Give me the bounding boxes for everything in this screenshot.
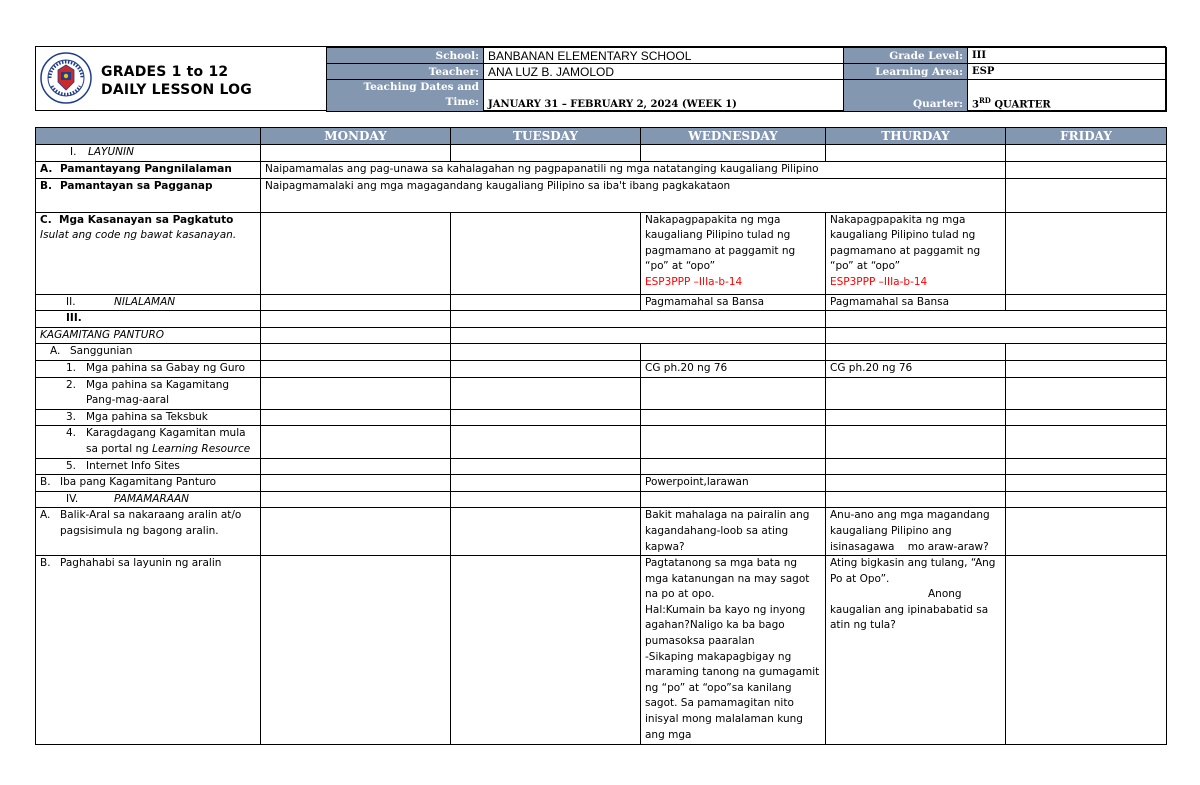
quarter-value bbox=[968, 80, 1167, 112]
cell bbox=[1006, 475, 1167, 492]
row-title-cont: sa portal ng bbox=[86, 442, 153, 455]
row-title: LAYUNIN bbox=[88, 146, 134, 158]
cell bbox=[1006, 508, 1167, 556]
grade-level-label: Grade Level: bbox=[844, 48, 968, 64]
text-line: sagot. Sa pamamagitan nito bbox=[645, 697, 794, 710]
cell bbox=[826, 344, 1006, 361]
row-title: Internet Info Sites bbox=[86, 459, 180, 472]
text-line: na po at opo. bbox=[645, 588, 715, 601]
cell bbox=[641, 377, 826, 409]
cell bbox=[451, 360, 641, 377]
row-title: Iba pang Kagamitang Panturo bbox=[60, 476, 217, 489]
cell bbox=[451, 458, 641, 475]
cell bbox=[451, 556, 641, 745]
cell bbox=[1006, 344, 1167, 361]
balik-aral-wednesday bbox=[641, 508, 826, 556]
row-number: I. bbox=[70, 146, 77, 158]
kasanayan-wednesday bbox=[641, 212, 826, 294]
cell bbox=[261, 409, 451, 426]
row-title-cont: pagsisimula ng bagong aralin. bbox=[60, 524, 219, 537]
text-line: Anu-ano ang mga magandang bbox=[830, 509, 990, 522]
day-header-tuesday: TUESDAY bbox=[451, 128, 641, 145]
row-label-layunin bbox=[36, 145, 261, 162]
text-line: kaugaliang Pilipino tulad ng bbox=[645, 229, 791, 242]
text-line: Ating bigkasin ang tulang, “Ang bbox=[830, 557, 996, 570]
row-label-iba-pang-kagamitan bbox=[36, 475, 261, 492]
text-line: kagandahang-loob sa ating bbox=[645, 524, 789, 537]
teaching-dates-label-line1: Teaching Dates and bbox=[363, 81, 479, 93]
school-value: BANBANAN ELEMENTARY SCHOOL bbox=[484, 48, 844, 64]
row-number: A. bbox=[40, 162, 53, 175]
cell bbox=[261, 556, 451, 745]
text-line: pagmamano at paggamit ng bbox=[830, 244, 981, 257]
row-label-balik-aral bbox=[36, 508, 261, 556]
cell bbox=[826, 327, 1167, 344]
text-line: kapwa? bbox=[645, 540, 685, 553]
row-number: 3. bbox=[66, 410, 77, 423]
cell bbox=[451, 294, 641, 311]
school-label: School: bbox=[327, 48, 484, 64]
text-line: Hal:Kumain ba kayo ng inyong bbox=[645, 603, 806, 616]
row-label-teksbuk bbox=[36, 409, 261, 426]
cell bbox=[261, 491, 451, 508]
table-row bbox=[36, 360, 1167, 377]
text-line: Pagtatanong sa mga bata ng bbox=[645, 557, 798, 570]
paghahabi-thursday bbox=[826, 556, 1006, 745]
table-row bbox=[36, 327, 1167, 344]
row-title: NILALAMAN bbox=[114, 295, 176, 308]
row-number: II. bbox=[66, 295, 76, 308]
row-title-cont-italic: Learning Resource bbox=[152, 442, 251, 455]
lesson-log-table bbox=[35, 127, 1167, 745]
row-label-kagamitang-pang-mag-aaral bbox=[36, 377, 261, 409]
cell bbox=[826, 145, 1006, 162]
cell bbox=[1006, 145, 1167, 162]
doc-title-line1: GRADES 1 to 12 bbox=[101, 64, 229, 80]
text-line: pagmamano at paggamit ng bbox=[645, 244, 796, 257]
cell bbox=[261, 344, 451, 361]
cell bbox=[451, 377, 641, 409]
cell bbox=[1006, 426, 1167, 458]
row-number: C. bbox=[40, 213, 52, 226]
text-line: -Sikaping makapagbigay ng bbox=[645, 650, 792, 663]
learning-area-label: Learning Area: bbox=[844, 64, 968, 80]
text-line: isinasagawa mo araw-araw? bbox=[830, 540, 989, 553]
row-title: Mga pahina sa Kagamitang bbox=[86, 378, 230, 391]
gabay-ng-guro-wednesday: CG ph.20 ng 76 bbox=[641, 360, 826, 377]
row-number: A. bbox=[50, 345, 61, 358]
table-row bbox=[36, 508, 1167, 556]
balik-aral-thursday bbox=[826, 508, 1006, 556]
quarter-suffix: RD bbox=[978, 95, 991, 105]
competency-code: ESP3PPP –IIIa-b-14 bbox=[645, 275, 743, 288]
text-line: agahan?Naligo ka ba bago bbox=[645, 619, 785, 632]
pamantayan-sa-pagganap-value: Naipagmamalaki ang mga magagandang kaugaliang Pilipino sa iba't ibang pagkakataon bbox=[261, 178, 1006, 212]
day-header-friday: FRIDAY bbox=[1006, 128, 1167, 145]
cell bbox=[451, 145, 641, 162]
cell bbox=[261, 508, 451, 556]
table-row bbox=[36, 491, 1167, 508]
cell bbox=[261, 145, 451, 162]
cell bbox=[261, 360, 451, 377]
row-label-paghahabi bbox=[36, 556, 261, 745]
cell bbox=[1006, 212, 1167, 294]
text-line: Bakit mahalaga na pairalin ang bbox=[645, 509, 810, 522]
cell bbox=[451, 311, 826, 328]
competency-code: ESP3PPP –IIIa-b-14 bbox=[830, 275, 928, 288]
row-title: Mga Kasanayan sa Pagkatuto bbox=[59, 213, 234, 226]
table-row bbox=[36, 344, 1167, 361]
row-title: Mga pahina sa Gabay ng Guro bbox=[86, 361, 246, 374]
cell bbox=[451, 426, 641, 458]
deped-seal-icon bbox=[40, 52, 92, 104]
text-line: “po” at “opo” bbox=[830, 260, 901, 273]
quarter-number: 3 bbox=[972, 99, 979, 110]
gabay-ng-guro-thursday: CG ph.20 ng 76 bbox=[826, 360, 1006, 377]
quarter-label: Quarter: bbox=[844, 80, 968, 112]
row-label-nilalaman bbox=[36, 294, 261, 311]
nilalaman-thursday: Pagmamahal sa Bansa bbox=[826, 294, 1006, 311]
cell bbox=[826, 458, 1006, 475]
row-title: Sanggunian bbox=[70, 345, 133, 358]
cell bbox=[826, 426, 1006, 458]
cell bbox=[451, 475, 641, 492]
text-line: ang mga bbox=[645, 728, 692, 741]
cell bbox=[1006, 161, 1167, 178]
teacher-label: Teacher: bbox=[327, 64, 484, 80]
table-row bbox=[36, 458, 1167, 475]
cell bbox=[1006, 409, 1167, 426]
row-number: A. bbox=[40, 509, 51, 522]
cell bbox=[451, 491, 641, 508]
text-line: Po at Opo”. bbox=[830, 572, 890, 585]
paghahabi-wednesday bbox=[641, 556, 826, 745]
cell bbox=[826, 311, 1167, 328]
learning-area-value: ESP bbox=[968, 64, 1167, 80]
text-line: Anong bbox=[928, 588, 962, 601]
day-header-monday: MONDAY bbox=[261, 128, 451, 145]
teaching-dates-label bbox=[327, 80, 484, 112]
header-blank-cell bbox=[36, 128, 261, 145]
text-line: Nakapagpapakita ng mga bbox=[645, 213, 781, 226]
cell bbox=[261, 294, 451, 311]
quarter-word: QUARTER bbox=[990, 99, 1051, 110]
table-row bbox=[36, 212, 1167, 294]
cell bbox=[451, 327, 826, 344]
row-number: 2. bbox=[66, 378, 77, 391]
row-title-cont: Pang-mag-aaral bbox=[86, 394, 170, 407]
cell bbox=[826, 491, 1006, 508]
cell bbox=[261, 475, 451, 492]
cell bbox=[451, 508, 641, 556]
row-number: IV. bbox=[66, 492, 79, 505]
cell bbox=[1006, 294, 1167, 311]
cell bbox=[826, 409, 1006, 426]
cell bbox=[641, 491, 826, 508]
row-label-sanggunian bbox=[36, 344, 261, 361]
row-number: 4. bbox=[66, 427, 77, 440]
day-header-row bbox=[36, 128, 1167, 145]
kasanayan-title bbox=[40, 214, 233, 226]
cell bbox=[451, 344, 641, 361]
row-title: Mga pahina sa Teksbuk bbox=[86, 410, 208, 423]
text-line: kaugaliang Pilipino ang bbox=[830, 524, 952, 537]
cell bbox=[826, 377, 1006, 409]
cell bbox=[261, 212, 451, 294]
table-row bbox=[36, 556, 1167, 745]
text-line: inisyal mong malalaman kung bbox=[645, 713, 803, 726]
row-number: B. bbox=[40, 557, 51, 570]
text-line: Nakapagpapakita ng mga bbox=[830, 213, 966, 226]
cell bbox=[641, 458, 826, 475]
cell bbox=[641, 409, 826, 426]
row-label-kagamitang-panturo: KAGAMITANG PANTURO bbox=[36, 327, 261, 344]
teaching-dates-label-line2: Time: bbox=[445, 96, 479, 108]
kasanayan-subtitle: Isulat ang code ng bawat kasanayan. bbox=[40, 229, 237, 242]
cell bbox=[826, 475, 1006, 492]
row-label-iii: III. bbox=[36, 311, 261, 328]
cell bbox=[1006, 377, 1167, 409]
cell bbox=[1006, 491, 1167, 508]
text-line: kaugalian ang ipinababatid sa bbox=[830, 603, 989, 616]
cell bbox=[641, 426, 826, 458]
cell bbox=[261, 426, 451, 458]
row-title: Pamantayan sa Pagganap bbox=[60, 179, 213, 192]
cell bbox=[261, 377, 451, 409]
table-row bbox=[36, 409, 1167, 426]
row-label-pamantayan-sa-pagganap bbox=[36, 178, 261, 212]
header-info-table bbox=[326, 47, 1167, 112]
row-label-kasanayan bbox=[36, 212, 261, 294]
row-title: Balik-Aral sa nakaraang aralin at/o bbox=[60, 509, 242, 522]
table-row bbox=[36, 311, 1167, 328]
cell bbox=[1006, 556, 1167, 745]
row-title: Karagdagang Kagamitan mula bbox=[86, 427, 246, 440]
table-row bbox=[36, 475, 1167, 492]
text-line: mga katanungan na may sagot bbox=[645, 572, 810, 585]
cell bbox=[1006, 360, 1167, 377]
text-line: maraming tanong na gumagamit bbox=[645, 666, 820, 679]
doc-title-line2: DAILY LESSON LOG bbox=[101, 82, 252, 98]
table-row bbox=[36, 145, 1167, 162]
row-label-karagdagang-kagamitan bbox=[36, 426, 261, 458]
teaching-dates-value: JANUARY 31 – FEBRUARY 2, 2024 (WEEK 1) bbox=[484, 80, 844, 112]
row-number: B. bbox=[40, 476, 51, 489]
cell bbox=[261, 311, 451, 328]
text-line: ng “po” at “opo”sa kanilang bbox=[645, 681, 792, 694]
day-header-thursday: THURDAY bbox=[826, 128, 1006, 145]
grade-level-value: III bbox=[968, 48, 1167, 64]
cell bbox=[641, 145, 826, 162]
iba-pang-kagamitan-wednesday: Powerpoint,larawan bbox=[641, 475, 826, 492]
cell bbox=[641, 344, 826, 361]
kasanayan-thursday bbox=[826, 212, 1006, 294]
cell bbox=[261, 327, 451, 344]
text-line: pumasoksa paaralan bbox=[645, 635, 755, 648]
row-label-gabay-ng-guro bbox=[36, 360, 261, 377]
table-row bbox=[36, 294, 1167, 311]
cell bbox=[261, 458, 451, 475]
row-title: Paghahabi sa layunin ng aralin bbox=[60, 557, 222, 570]
cell bbox=[451, 212, 641, 294]
row-label-internet-info-sites bbox=[36, 458, 261, 475]
table-row bbox=[36, 178, 1167, 212]
teacher-value: ANA LUZ B. JAMOLOD bbox=[484, 64, 844, 80]
row-number: 1. bbox=[66, 361, 77, 374]
row-number: 5. bbox=[66, 459, 77, 472]
row-title: PAMAMARAAN bbox=[114, 492, 189, 505]
text-line: “po” at “opo” bbox=[645, 260, 716, 273]
text-line: atin ng tula? bbox=[830, 619, 896, 632]
nilalaman-wednesday: Pagmamahal sa Bansa bbox=[641, 294, 826, 311]
row-label-pamamaraan bbox=[36, 491, 261, 508]
cell bbox=[1006, 178, 1167, 212]
day-header-wednesday: WEDNESDAY bbox=[641, 128, 826, 145]
text-line: kaugaliang Pilipino tulad ng bbox=[830, 229, 976, 242]
row-label-pamantayang-pangnilalaman bbox=[36, 161, 261, 178]
table-row bbox=[36, 377, 1167, 409]
row-number: B. bbox=[40, 179, 52, 192]
table-row bbox=[36, 426, 1167, 458]
pamantayang-pangnilalaman-value: Naipamamalas ang pag-unawa sa kahalagahan ng pagpapanatili ng mga natatanging kaugaliang Pilipino bbox=[261, 161, 1006, 178]
cell bbox=[451, 409, 641, 426]
row-title: Pamantayang Pangnilalaman bbox=[60, 162, 232, 175]
cell bbox=[1006, 458, 1167, 475]
table-row bbox=[36, 161, 1167, 178]
